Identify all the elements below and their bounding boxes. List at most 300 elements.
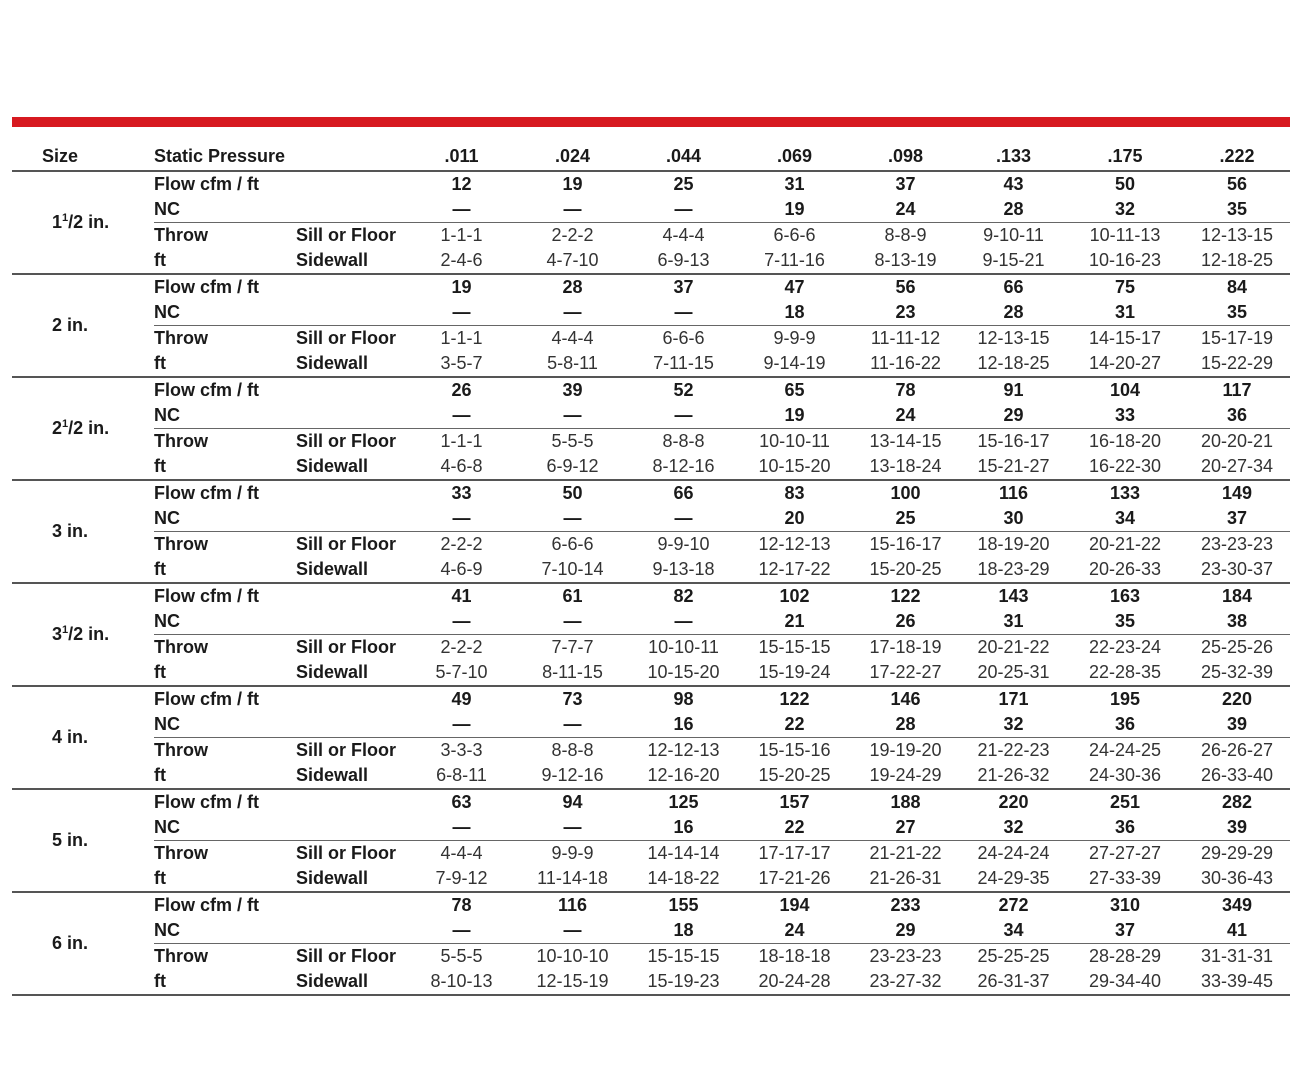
row-label: Throw — [154, 532, 296, 558]
table-cell: 17-21-26 — [758, 868, 831, 888]
table-cell: 23 — [895, 302, 916, 322]
size-label — [12, 789, 154, 892]
table-cell: 6-9-12 — [546, 456, 599, 476]
size-block — [12, 686, 1290, 789]
table-cell: 26-33-40 — [1200, 765, 1274, 785]
row-label: Flow cfm / ft — [154, 277, 259, 297]
throw-sidewall-row — [12, 351, 1290, 377]
table-cell: 19 — [784, 199, 805, 219]
table-cell: 91 — [1003, 380, 1024, 400]
row-label: Throw — [154, 635, 296, 661]
table-cell: 21-21-22 — [850, 841, 961, 867]
table-cell: 19 — [562, 174, 583, 194]
table-cell: 50 — [1115, 174, 1136, 194]
table-cell: 12 — [451, 174, 472, 194]
nc-row — [12, 506, 1290, 532]
nc-row — [12, 300, 1290, 326]
table-cell: 163 — [1109, 586, 1141, 606]
table-cell: 32 — [1115, 199, 1136, 219]
table-cell: 27 — [895, 817, 916, 837]
table-cell: 4-4-4 — [628, 223, 739, 249]
row-label: ft — [154, 456, 166, 476]
size-block — [12, 171, 1290, 274]
table-cell: 14-18-22 — [647, 868, 720, 888]
table-cell: 25-32-39 — [1200, 662, 1274, 682]
row-label: ft — [154, 868, 166, 888]
table-cell: 10-10-10 — [517, 944, 628, 970]
size-fraction-rest: /2 in. — [68, 418, 110, 438]
table-cell: 2-2-2 — [406, 635, 517, 661]
table-cell: 12-15-19 — [536, 971, 609, 991]
table-cell: 38 — [1227, 611, 1248, 631]
size-whole: 2 — [52, 418, 63, 438]
throw-sill-row — [12, 635, 1290, 661]
table-cell: 5-5-5 — [517, 429, 628, 455]
table-cell: 52 — [673, 380, 694, 400]
table-cell: 41 — [451, 586, 472, 606]
table-cell: 10-15-20 — [647, 662, 720, 682]
row-label: ft — [154, 662, 166, 682]
throw-sill-row — [12, 944, 1290, 970]
table-cell: 16-22-30 — [1088, 456, 1162, 476]
table-cell: 73 — [562, 689, 583, 709]
table-cell: 12-13-15 — [1184, 223, 1290, 249]
table-cell: 2-2-2 — [517, 223, 628, 249]
table-cell: 15-15-15 — [628, 944, 739, 970]
table-cell: 7-11-16 — [764, 250, 825, 270]
nc-row — [12, 403, 1290, 429]
table-cell: 27-33-39 — [1088, 868, 1162, 888]
table-cell: — — [563, 302, 582, 322]
throw-sill-row — [12, 326, 1290, 352]
table-cell: 43 — [1003, 174, 1024, 194]
row-label: ft — [154, 971, 166, 991]
table-cell: 24 — [895, 405, 916, 425]
throw-sidewall-row — [12, 557, 1290, 583]
size-label — [12, 686, 154, 789]
table-cell: 7-11-15 — [653, 353, 714, 373]
row-label: Throw — [154, 841, 296, 867]
table-cell: — — [674, 302, 693, 322]
table-cell: 31-31-31 — [1184, 944, 1290, 970]
table-cell: 20-21-22 — [961, 635, 1066, 661]
row-sublabel: Sidewall — [296, 353, 369, 373]
table-cell: 10-11-13 — [1066, 223, 1184, 249]
table-cell: 94 — [562, 792, 583, 812]
table-cell: 19-19-20 — [850, 738, 961, 764]
table-cell: 56 — [895, 277, 916, 297]
table-cell: — — [563, 817, 582, 837]
table-cell: 9-13-18 — [652, 559, 715, 579]
table-cell: 37 — [673, 277, 694, 297]
table-cell: — — [563, 405, 582, 425]
row-sublabel: Sill or Floor — [296, 532, 406, 558]
table-cell: 19-24-29 — [869, 765, 942, 785]
table-cell: 16-18-20 — [1066, 429, 1184, 455]
table-cell: 16 — [673, 714, 694, 734]
row-sublabel: Sill or Floor — [296, 635, 406, 661]
size-block — [12, 892, 1290, 995]
table-cell: 28 — [1003, 199, 1024, 219]
table-cell: 49 — [451, 689, 472, 709]
table-cell: 6-8-11 — [436, 765, 487, 785]
table-cell: 24-24-25 — [1066, 738, 1184, 764]
table-cell: 143 — [998, 586, 1029, 606]
throw-sill-row — [12, 738, 1290, 764]
table-cell: 220 — [998, 792, 1029, 812]
table-cell: 14-15-17 — [1066, 326, 1184, 352]
table-cell: 12-12-13 — [739, 532, 850, 558]
table-cell: 6-6-6 — [739, 223, 850, 249]
flow-row — [12, 171, 1290, 197]
throw-sidewall-row — [12, 454, 1290, 480]
flow-row — [12, 686, 1290, 712]
size-block — [12, 480, 1290, 583]
table-cell: 15-15-15 — [739, 635, 850, 661]
table-cell: 6-9-13 — [657, 250, 710, 270]
table-cell: 6-6-6 — [517, 532, 628, 558]
table-cell: 27-27-27 — [1066, 841, 1184, 867]
table-cell: — — [563, 920, 582, 940]
table-cell: 14-14-14 — [628, 841, 739, 867]
table-cell: 63 — [451, 792, 472, 812]
table-cell: 50 — [562, 483, 583, 503]
table-cell: 15-16-17 — [961, 429, 1066, 455]
table-cell: 19 — [784, 405, 805, 425]
row-sublabel: Sidewall — [296, 765, 369, 785]
table-cell: 21-22-23 — [961, 738, 1066, 764]
table-cell: 349 — [1221, 895, 1253, 915]
size-whole: 4 in. — [52, 727, 89, 747]
table-cell: — — [563, 611, 582, 631]
row-label: Flow cfm / ft — [154, 586, 259, 606]
table-cell: 23-30-37 — [1200, 559, 1274, 579]
table-cell: 9-15-21 — [982, 250, 1045, 270]
table-cell: 25-25-25 — [961, 944, 1066, 970]
table-cell: 36 — [1115, 817, 1136, 837]
pressure-header: .098 — [850, 142, 961, 171]
table-cell: 10-10-11 — [739, 429, 850, 455]
table-cell: 194 — [779, 895, 810, 915]
table-cell: 36 — [1115, 714, 1136, 734]
table-cell: 29 — [1003, 405, 1024, 425]
table-cell: 12-13-15 — [961, 326, 1066, 352]
pressure-header: .069 — [739, 142, 850, 171]
throw-sidewall-row — [12, 763, 1290, 789]
table-cell: 24-30-36 — [1088, 765, 1162, 785]
row-label: NC — [154, 714, 180, 734]
row-sublabel — [296, 274, 406, 300]
table-cell: 3-5-7 — [440, 353, 483, 373]
table-cell: 155 — [668, 895, 699, 915]
table-cell: 9-9-10 — [628, 532, 739, 558]
table-cell: 13-14-15 — [850, 429, 961, 455]
table-cell: 18 — [784, 302, 805, 322]
table-cell: 12-17-22 — [758, 559, 831, 579]
table-cell: 8-8-9 — [850, 223, 961, 249]
row-label: NC — [154, 611, 180, 631]
table-cell: 20-25-31 — [977, 662, 1050, 682]
row-sublabel — [296, 197, 406, 223]
row-label: Throw — [154, 944, 296, 970]
table-cell: 15-17-19 — [1184, 326, 1290, 352]
flow-row — [12, 892, 1290, 918]
row-sublabel — [296, 609, 406, 635]
table-cell: 12-12-13 — [628, 738, 739, 764]
table-cell: — — [452, 920, 471, 940]
throw-sidewall-row — [12, 866, 1290, 892]
table-cell: 12-16-20 — [647, 765, 720, 785]
table-cell: 29 — [895, 920, 916, 940]
table-cell: 1-1-1 — [406, 223, 517, 249]
table-cell: — — [674, 405, 693, 425]
table-cell: 25 — [895, 508, 916, 528]
table-cell: 16 — [673, 817, 694, 837]
pressure-header: .133 — [961, 142, 1066, 171]
table-cell: 104 — [1109, 380, 1141, 400]
table-cell: 15-22-29 — [1200, 353, 1274, 373]
table-cell: 1-1-1 — [406, 429, 517, 455]
table-cell: 83 — [784, 483, 805, 503]
table-cell: 98 — [673, 689, 694, 709]
size-label — [12, 171, 154, 274]
size-label — [12, 892, 154, 995]
row-sublabel: Sill or Floor — [296, 326, 406, 352]
table-cell: 29-34-40 — [1088, 971, 1162, 991]
table-cell: 28 — [895, 714, 916, 734]
table-cell: 39 — [1227, 714, 1248, 734]
table-cell: 17-22-27 — [869, 662, 942, 682]
table-cell: 12-18-25 — [977, 353, 1050, 373]
size-fraction-rest: /2 in. — [68, 212, 110, 232]
table-cell: 9-10-11 — [961, 223, 1066, 249]
size-whole: 6 in. — [52, 933, 89, 953]
row-label: ft — [154, 250, 166, 270]
size-whole: 3 in. — [52, 521, 89, 541]
table-cell: 122 — [779, 689, 810, 709]
row-sublabel — [296, 686, 406, 712]
table-cell: 4-7-10 — [546, 250, 599, 270]
table-cell: 7-9-12 — [435, 868, 488, 888]
table-cell: 24-24-24 — [961, 841, 1066, 867]
table-cell: 1-1-1 — [406, 326, 517, 352]
throw-sill-row — [12, 841, 1290, 867]
table-cell: 41 — [1227, 920, 1248, 940]
table-cell: 184 — [1221, 586, 1253, 606]
table-cell: 47 — [784, 277, 805, 297]
table-cell: — — [452, 302, 471, 322]
table-cell: 3-3-3 — [406, 738, 517, 764]
table-cell: 282 — [1221, 792, 1253, 812]
table-cell: — — [563, 508, 582, 528]
throw-sill-row — [12, 532, 1290, 558]
row-label: Flow cfm / ft — [154, 483, 259, 503]
table-cell: 17-17-17 — [739, 841, 850, 867]
header-row — [12, 142, 1290, 171]
table-cell: — — [674, 508, 693, 528]
table-cell: 26-26-27 — [1184, 738, 1290, 764]
row-label: NC — [154, 405, 180, 425]
table-cell: 5-5-5 — [406, 944, 517, 970]
table-cell: — — [674, 199, 693, 219]
row-label: Throw — [154, 429, 296, 455]
size-label — [12, 480, 154, 583]
table-cell: 2-4-6 — [440, 250, 483, 270]
table-cell: 23-27-32 — [869, 971, 942, 991]
table-cell: 35 — [1115, 611, 1136, 631]
row-sublabel — [296, 480, 406, 506]
throw-sidewall-row — [12, 969, 1290, 995]
table-cell: 28 — [1003, 302, 1024, 322]
table-cell: 23-23-23 — [1184, 532, 1290, 558]
table-cell: 22-23-24 — [1066, 635, 1184, 661]
table-cell: 6-6-6 — [628, 326, 739, 352]
table-cell: 117 — [1222, 380, 1252, 400]
table-cell: 24 — [784, 920, 805, 940]
table-cell: 116 — [557, 895, 588, 915]
table-cell: 9-12-16 — [541, 765, 604, 785]
size-block — [12, 583, 1290, 686]
row-label: Flow cfm / ft — [154, 689, 259, 709]
table-cell: 272 — [998, 895, 1029, 915]
row-sublabel — [296, 171, 406, 197]
table-cell: 5-7-10 — [435, 662, 488, 682]
table-cell: — — [452, 405, 471, 425]
row-sublabel: Sidewall — [296, 868, 369, 888]
size-header: Size — [12, 142, 154, 171]
table-cell: 26-31-37 — [977, 971, 1050, 991]
table-cell: 34 — [1003, 920, 1024, 940]
table-cell: 31 — [1003, 611, 1024, 631]
row-sublabel — [296, 403, 406, 429]
table-cell: 100 — [890, 483, 921, 503]
table-cell: 30 — [1003, 508, 1024, 528]
row-sublabel: Sill or Floor — [296, 841, 406, 867]
table-cell: 84 — [1227, 277, 1248, 297]
flow-row — [12, 789, 1290, 815]
table-cell: 9-14-19 — [763, 353, 826, 373]
table-cell: 13-18-24 — [869, 456, 942, 476]
table-cell: 18-23-29 — [977, 559, 1050, 579]
table-cell: 21 — [784, 611, 805, 631]
table-cell: 11-11-12 — [850, 326, 961, 352]
table-cell: 14-20-27 — [1088, 353, 1162, 373]
flow-row — [12, 274, 1290, 300]
size-whole: 1 — [52, 212, 63, 232]
row-label: ft — [154, 353, 166, 373]
row-sublabel — [296, 918, 406, 944]
table-cell: 7-7-7 — [517, 635, 628, 661]
pressure-header: .011 — [406, 142, 517, 171]
table-cell: 116 — [998, 483, 1029, 503]
throw-sill-row — [12, 223, 1290, 249]
row-label: Flow cfm / ft — [154, 895, 259, 915]
row-sublabel: Sill or Floor — [296, 429, 406, 455]
table-cell: 157 — [779, 792, 810, 812]
throw-data-table — [12, 142, 1290, 996]
table-cell: 34 — [1115, 508, 1136, 528]
table-cell: 24 — [895, 199, 916, 219]
table-cell: 233 — [890, 895, 921, 915]
table-cell: 125 — [668, 792, 699, 812]
flow-row — [12, 377, 1290, 403]
table-cell: 102 — [779, 586, 810, 606]
table-cell: 12-18-25 — [1200, 250, 1274, 270]
table-cell: 35 — [1227, 302, 1248, 322]
accent-bar — [12, 117, 1290, 127]
table-cell: 20-26-33 — [1088, 559, 1162, 579]
table-cell: — — [452, 714, 471, 734]
pressure-header: .222 — [1184, 142, 1290, 171]
size-label — [12, 377, 154, 480]
table-cell: 11-14-18 — [537, 868, 608, 888]
table-cell: — — [452, 817, 471, 837]
row-label: ft — [154, 559, 166, 579]
table-cell: 31 — [1115, 302, 1136, 322]
table-cell: 25 — [673, 174, 694, 194]
flow-row — [12, 480, 1290, 506]
table-cell: 17-18-19 — [850, 635, 961, 661]
table-cell: 75 — [1115, 277, 1136, 297]
row-sublabel: Sidewall — [296, 559, 369, 579]
nc-row — [12, 197, 1290, 223]
row-sublabel: Sill or Floor — [296, 738, 406, 764]
pressure-header: .044 — [628, 142, 739, 171]
table-cell: 19 — [451, 277, 472, 297]
table-cell: 15-20-25 — [758, 765, 831, 785]
row-sublabel — [296, 300, 406, 326]
table-cell: 15-19-23 — [647, 971, 720, 991]
table-cell: 188 — [890, 792, 921, 812]
row-label: Throw — [154, 326, 296, 352]
row-label: ft — [154, 765, 166, 785]
row-label: NC — [154, 817, 180, 837]
table-cell: 22-28-35 — [1088, 662, 1162, 682]
table-cell: 15-21-27 — [977, 456, 1050, 476]
table-cell: 220 — [1221, 689, 1253, 709]
row-sublabel — [296, 815, 406, 841]
table-cell: 20-27-34 — [1200, 456, 1274, 476]
table-cell: 8-10-13 — [430, 971, 493, 991]
pressure-header: .024 — [517, 142, 628, 171]
size-fraction-numerator: 1 — [62, 212, 69, 224]
row-sublabel — [296, 506, 406, 532]
table-cell: 10-16-23 — [1088, 250, 1162, 270]
table-cell: 37 — [1227, 508, 1248, 528]
nc-row — [12, 815, 1290, 841]
table-cell: 66 — [673, 483, 694, 503]
row-label: Flow cfm / ft — [154, 380, 259, 400]
table-cell: 22 — [784, 817, 805, 837]
table-cell: 18 — [673, 920, 694, 940]
table-cell: 32 — [1003, 714, 1024, 734]
table-cell: 195 — [1109, 689, 1141, 709]
table-cell: 18-19-20 — [961, 532, 1066, 558]
table-cell: 25-25-26 — [1184, 635, 1290, 661]
row-label: NC — [154, 508, 180, 528]
table-cell: 8-13-19 — [874, 250, 937, 270]
table-cell: 26 — [895, 611, 916, 631]
size-block — [12, 789, 1290, 892]
table-cell: 33 — [451, 483, 472, 503]
row-label: Throw — [154, 223, 296, 249]
row-sublabel: Sidewall — [296, 971, 369, 991]
row-label: NC — [154, 199, 180, 219]
table-cell: 146 — [890, 689, 921, 709]
table-cell: 10-10-11 — [628, 635, 739, 661]
table-cell: 4-4-4 — [517, 326, 628, 352]
table-cell: 39 — [562, 380, 583, 400]
